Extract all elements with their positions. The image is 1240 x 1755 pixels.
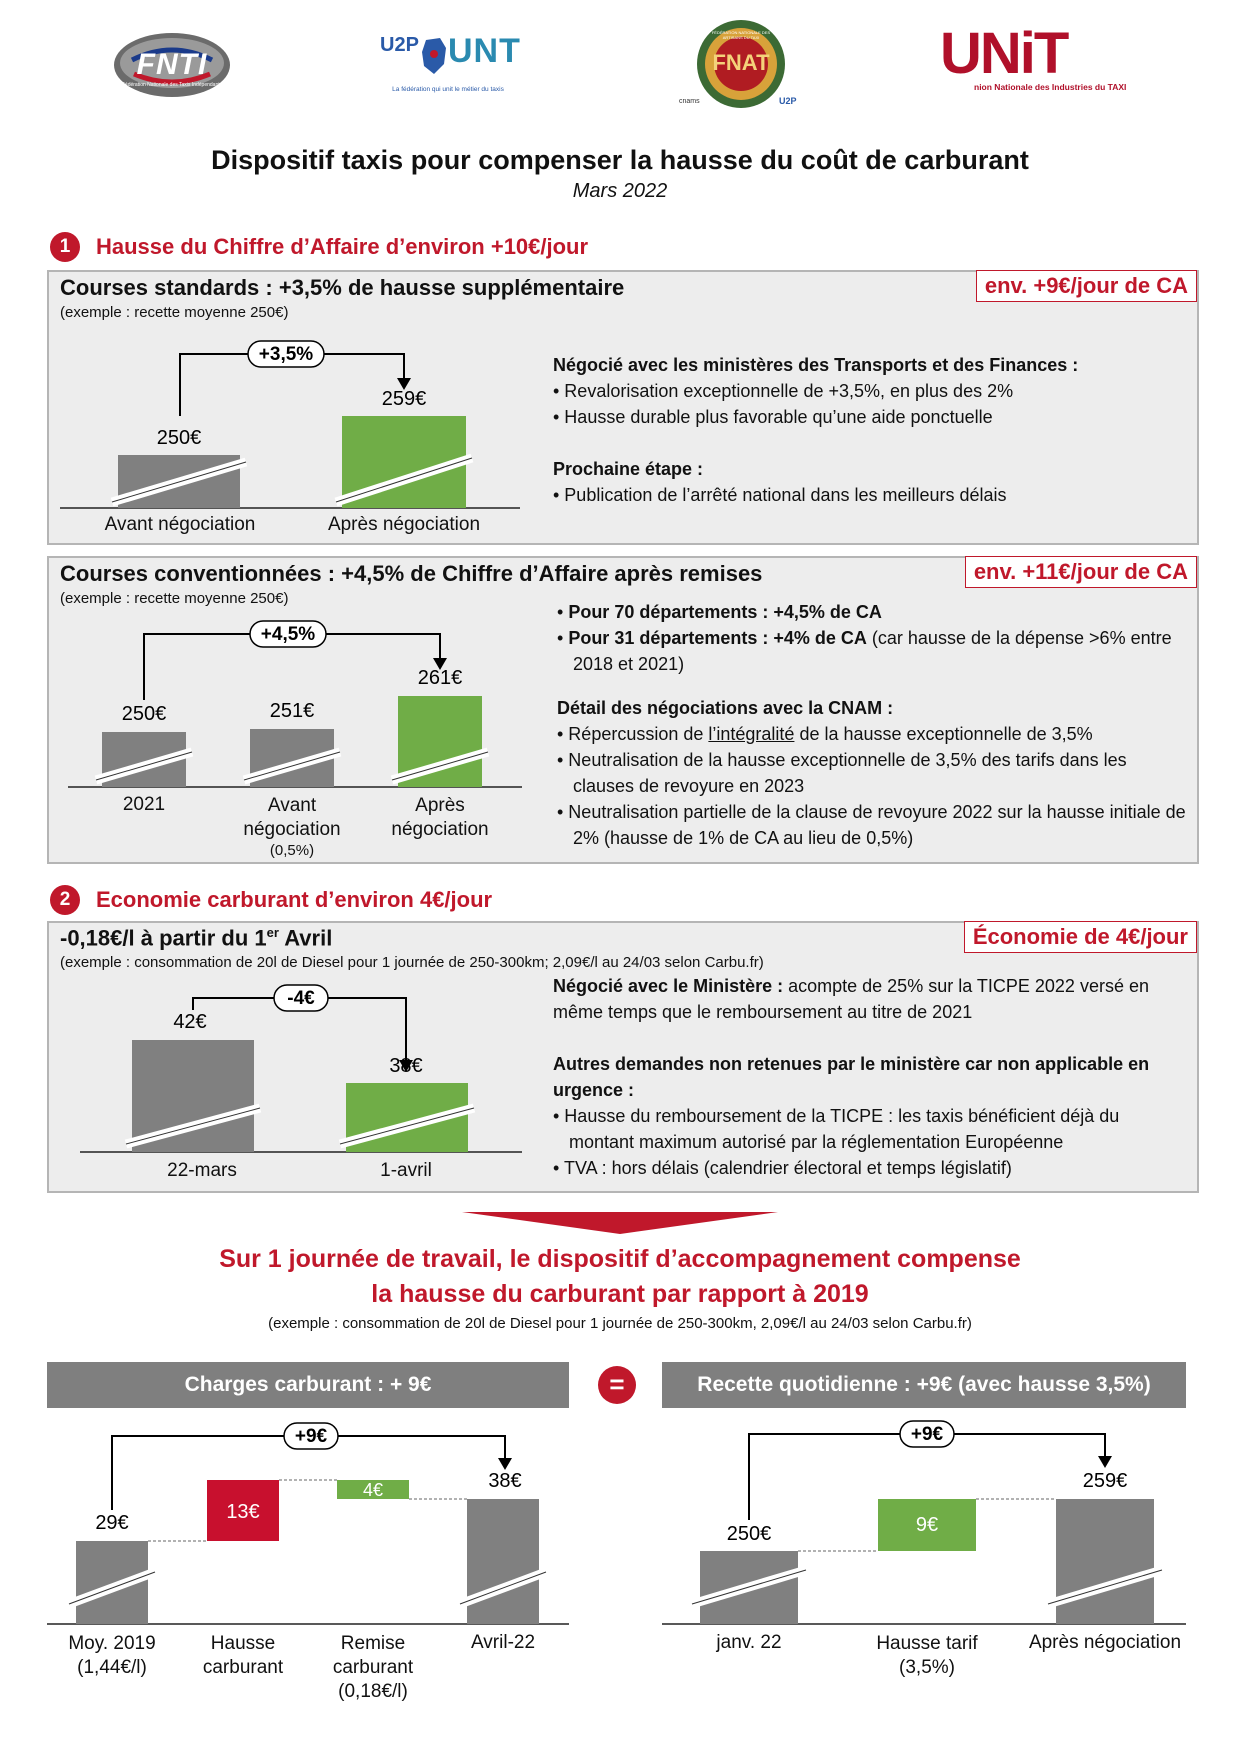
fuel-savings-title-pre: -0,18€/l à partir du 1 bbox=[60, 925, 267, 951]
text-rest: acompte de 25% sur la TICPE 2022 versé en même temps que le remboursement au titre de 2021 bbox=[553, 976, 1149, 1022]
page-date: Mars 2022 bbox=[572, 180, 668, 202]
bar-april-value: 38€ bbox=[389, 1055, 423, 1077]
bar-after-label-line2: négociation bbox=[391, 819, 489, 840]
step-fuel-discount-value: 4€ bbox=[362, 1480, 384, 1500]
fnti-logo-text: FNTI bbox=[136, 48, 208, 81]
fnti-logo-subtitle: Fédération Nationale des Taxis Indépendants bbox=[121, 82, 223, 88]
bar-april-label: 1-avril bbox=[380, 1160, 432, 1181]
text-bold: Négocié avec le Ministère : bbox=[553, 976, 784, 996]
text-heading: Négocié avec les ministères des Transports et des Finances : bbox=[553, 355, 1079, 375]
decrease-text: -4€ bbox=[287, 988, 315, 1009]
text-bullet: • Hausse du remboursement de la TICPE : les taxis bénéficient déjà du montant maximum autorisé par la réglementation Européenne bbox=[553, 1106, 1120, 1152]
daily-revenue-header: Recette quotidienne : +9€ (avec hausse 3,5%) bbox=[662, 1362, 1186, 1408]
standard-rides-text bbox=[553, 352, 1183, 508]
unit-logo-text: UNiT bbox=[940, 21, 1068, 86]
text-bullet: • Revalorisation exceptionnelle de +3,5%, en plus des 2% bbox=[553, 381, 1014, 401]
conventioned-rides-text bbox=[557, 599, 1187, 851]
conclusion-line1: Sur 1 journée de travail, le dispositif d’accompagnement compense bbox=[219, 1245, 1021, 1273]
text-bold: Pour 70 départements : +4,5% de CA bbox=[568, 602, 882, 622]
text-heading: Autres demandes non retenues par le ministère car non applicable en urgence : bbox=[553, 1054, 1150, 1100]
fuel-charges-waterfall bbox=[47, 1410, 572, 1640]
step-jan-value: 250€ bbox=[726, 1523, 772, 1545]
step-fuel-increase-label bbox=[183, 1632, 303, 1680]
page-title: Dispositif taxis pour compenser la hausse du coût de carburant bbox=[211, 145, 1029, 175]
step-2019-value: 29€ bbox=[95, 1512, 129, 1534]
step-2019-label-line2: (1,44€/l) bbox=[77, 1657, 147, 1678]
text-rest: (car hausse de la dépense >6% entre 2018 et 2021) bbox=[573, 628, 1172, 674]
increase-arrowhead bbox=[1098, 1456, 1112, 1468]
fuel-savings-title bbox=[60, 925, 332, 951]
daily-revenue-waterfall bbox=[662, 1410, 1187, 1640]
step-fuel-increase-label-line1: Hausse bbox=[210, 1633, 276, 1654]
bar-2021-value: 250€ bbox=[121, 703, 167, 725]
equals-sign: = bbox=[598, 1366, 636, 1404]
standard-rides-subtitle: (exemple : recette moyenne 250€) bbox=[60, 304, 289, 321]
step-after-value: 259€ bbox=[1082, 1470, 1128, 1492]
fnat-logo-text: FNAT bbox=[712, 50, 770, 75]
text-pre: • Répercussion de bbox=[557, 724, 709, 744]
unt-logo-text: UNT bbox=[448, 32, 521, 70]
section1-number: 1 bbox=[50, 232, 80, 262]
step-tariff-label-line2: (3,5%) bbox=[899, 1657, 955, 1678]
section2-number: 2 bbox=[50, 885, 80, 915]
conventioned-rides-badge: env. +11€/jour de CA bbox=[965, 556, 1197, 588]
text-heading: Détail des négociations avec la CNAM : bbox=[557, 698, 894, 718]
step-tariff-label bbox=[857, 1632, 997, 1680]
conclusion-line2: la hausse du carburant par rapport à 2019 bbox=[371, 1280, 869, 1308]
text-post: de la hausse exceptionnelle de 3,5% bbox=[794, 724, 1093, 744]
step-tariff-value: 9€ bbox=[915, 1514, 939, 1536]
text-bold: Pour 31 départements : +4% de CA bbox=[568, 628, 867, 648]
step-2019-label bbox=[52, 1632, 172, 1680]
fuel-savings-chart bbox=[60, 976, 530, 1156]
increase-text: +3,5% bbox=[258, 344, 314, 365]
bar-after-label bbox=[370, 794, 510, 842]
down-chevron-icon bbox=[462, 1212, 778, 1236]
conventioned-rides-chart bbox=[60, 612, 530, 792]
step-2019-label-line1: Moy. 2019 bbox=[68, 1633, 156, 1654]
text-bullet: • TVA : hors délais (calendrier électoral et temps législatif) bbox=[553, 1158, 1012, 1178]
text-heading: Prochaine étape : bbox=[553, 459, 704, 479]
bar-after-label-line1: Après bbox=[415, 795, 465, 816]
step-after bbox=[1056, 1499, 1154, 1624]
text-bullet: • Pour 31 départements : +4% de CA (car hausse de la dépense >6% entre 2018 et 2021) bbox=[557, 628, 1172, 674]
fnat-ring-text: FÉDÉRATION NATIONALE DES ARTISANS DU TAXI bbox=[711, 30, 771, 40]
fnat-logo bbox=[679, 18, 797, 110]
fuel-savings-badge: Économie de 4€/jour bbox=[964, 921, 1197, 953]
bar-before-value: 251€ bbox=[269, 700, 315, 722]
bar-before-label-line1: Avant bbox=[267, 795, 317, 816]
step-after-label: Après négociation bbox=[1028, 1632, 1182, 1653]
unit-logo-subtitle: nion Nationale des Industries du TAXI bbox=[974, 82, 1127, 92]
france-map-icon bbox=[420, 36, 448, 76]
section2-title: Economie carburant d’environ 4€/jour bbox=[96, 887, 493, 912]
step-april-label: Avril-22 bbox=[470, 1632, 536, 1653]
fuel-savings-title-post: Avril bbox=[278, 925, 333, 951]
bar-after-value: 259€ bbox=[381, 388, 427, 410]
bar-before-value: 250€ bbox=[156, 427, 202, 449]
conventioned-rides-title: Courses conventionnées : +4,5% de Chiffre d’Affaire après remises bbox=[60, 561, 763, 586]
text-bullet bbox=[557, 721, 1187, 747]
bar-before-label-line3: (0,5%) bbox=[269, 842, 315, 859]
fuel-savings-title-sup: er bbox=[266, 925, 279, 940]
fnat-u2p-text: U2P bbox=[779, 96, 797, 106]
u2p-logo-text: U2P bbox=[380, 34, 419, 56]
fnti-logo bbox=[112, 30, 232, 100]
bar-2021-label: 2021 bbox=[122, 794, 166, 815]
bar-after-label: Après négociation bbox=[327, 514, 481, 535]
step-april bbox=[467, 1499, 539, 1624]
increase-text: +9€ bbox=[294, 1426, 328, 1447]
bar-after-value: 261€ bbox=[417, 667, 463, 689]
fuel-charges-header: Charges carburant : + 9€ bbox=[47, 1362, 569, 1408]
bar-march-value: 42€ bbox=[173, 1011, 207, 1033]
conventioned-rides-subtitle: (exemple : recette moyenne 250€) bbox=[60, 590, 289, 607]
text-bullet: • Publication de l’arrêté national dans les meilleurs délais bbox=[553, 485, 1007, 505]
step-jan-label: janv. 22 bbox=[716, 1632, 782, 1653]
step-fuel-discount-label-line2: carburant bbox=[332, 1657, 414, 1678]
bar-march-label: 22-mars bbox=[167, 1160, 237, 1181]
fnat-cnams-text: cnams bbox=[679, 98, 700, 105]
fuel-savings-subtitle: (exemple : consommation de 20l de Diesel pour 1 journée de 250-300km; 2,09€/l au 24/03 selon Carbu.fr) bbox=[60, 954, 764, 971]
text-bullet: • Neutralisation de la hausse exceptionnelle de 3,5% des tarifs dans les clauses de revoyure en 2023 bbox=[557, 750, 1127, 796]
fuel-savings-text bbox=[553, 973, 1183, 1181]
section1-title: Hausse du Chiffre d’Affaire d’environ +10€/jour bbox=[96, 234, 589, 259]
bar-before-label bbox=[222, 794, 362, 860]
bar-before-label: Avant négociation bbox=[104, 514, 256, 535]
increase-arrowhead bbox=[498, 1458, 512, 1470]
step-fuel-increase-value: 13€ bbox=[226, 1501, 260, 1523]
u2p-unt-tagline: La fédération qui unit le métier du taxis bbox=[392, 86, 504, 93]
step-fuel-increase-label-line2: carburant bbox=[202, 1657, 284, 1678]
u2p-unt-logo bbox=[378, 32, 521, 102]
increase-text: +4,5% bbox=[260, 624, 316, 645]
unit-logo bbox=[940, 21, 1130, 98]
step-fuel-discount-label bbox=[313, 1632, 433, 1704]
text-paragraph bbox=[553, 973, 1183, 1025]
bar-before-label-line2: négociation bbox=[243, 819, 341, 840]
standard-rides-chart bbox=[60, 330, 530, 510]
step-fuel-discount-label-line3: (0,18€/l) bbox=[338, 1681, 408, 1702]
standard-rides-badge: env. +9€/jour de CA bbox=[976, 270, 1197, 302]
step-fuel-discount-label-line1: Remise bbox=[340, 1633, 406, 1654]
increase-text: +9€ bbox=[910, 1424, 944, 1445]
text-bullet: • Pour 70 départements : +4,5% de CA bbox=[557, 602, 882, 622]
text-bullet: • Hausse durable plus favorable qu’une aide ponctuelle bbox=[553, 407, 993, 427]
step-april-value: 38€ bbox=[488, 1470, 522, 1492]
text-bullet: • Neutralisation partielle de la clause de revoyure 2022 sur la hausse initiale de 2% (hausse de 1% de CA au lieu de 0,5%) bbox=[557, 802, 1186, 848]
step-tariff-label-line1: Hausse tarif bbox=[876, 1633, 978, 1654]
text-underlined: l’intégralité bbox=[708, 724, 795, 744]
conclusion-note: (exemple : consommation de 20l de Diesel pour 1 journée de 250-300km, 2,09€/l au 24/03 selon Carbu.fr) bbox=[268, 1315, 972, 1332]
standard-rides-title: Courses standards : +3,5% de hausse supplémentaire bbox=[60, 275, 625, 300]
